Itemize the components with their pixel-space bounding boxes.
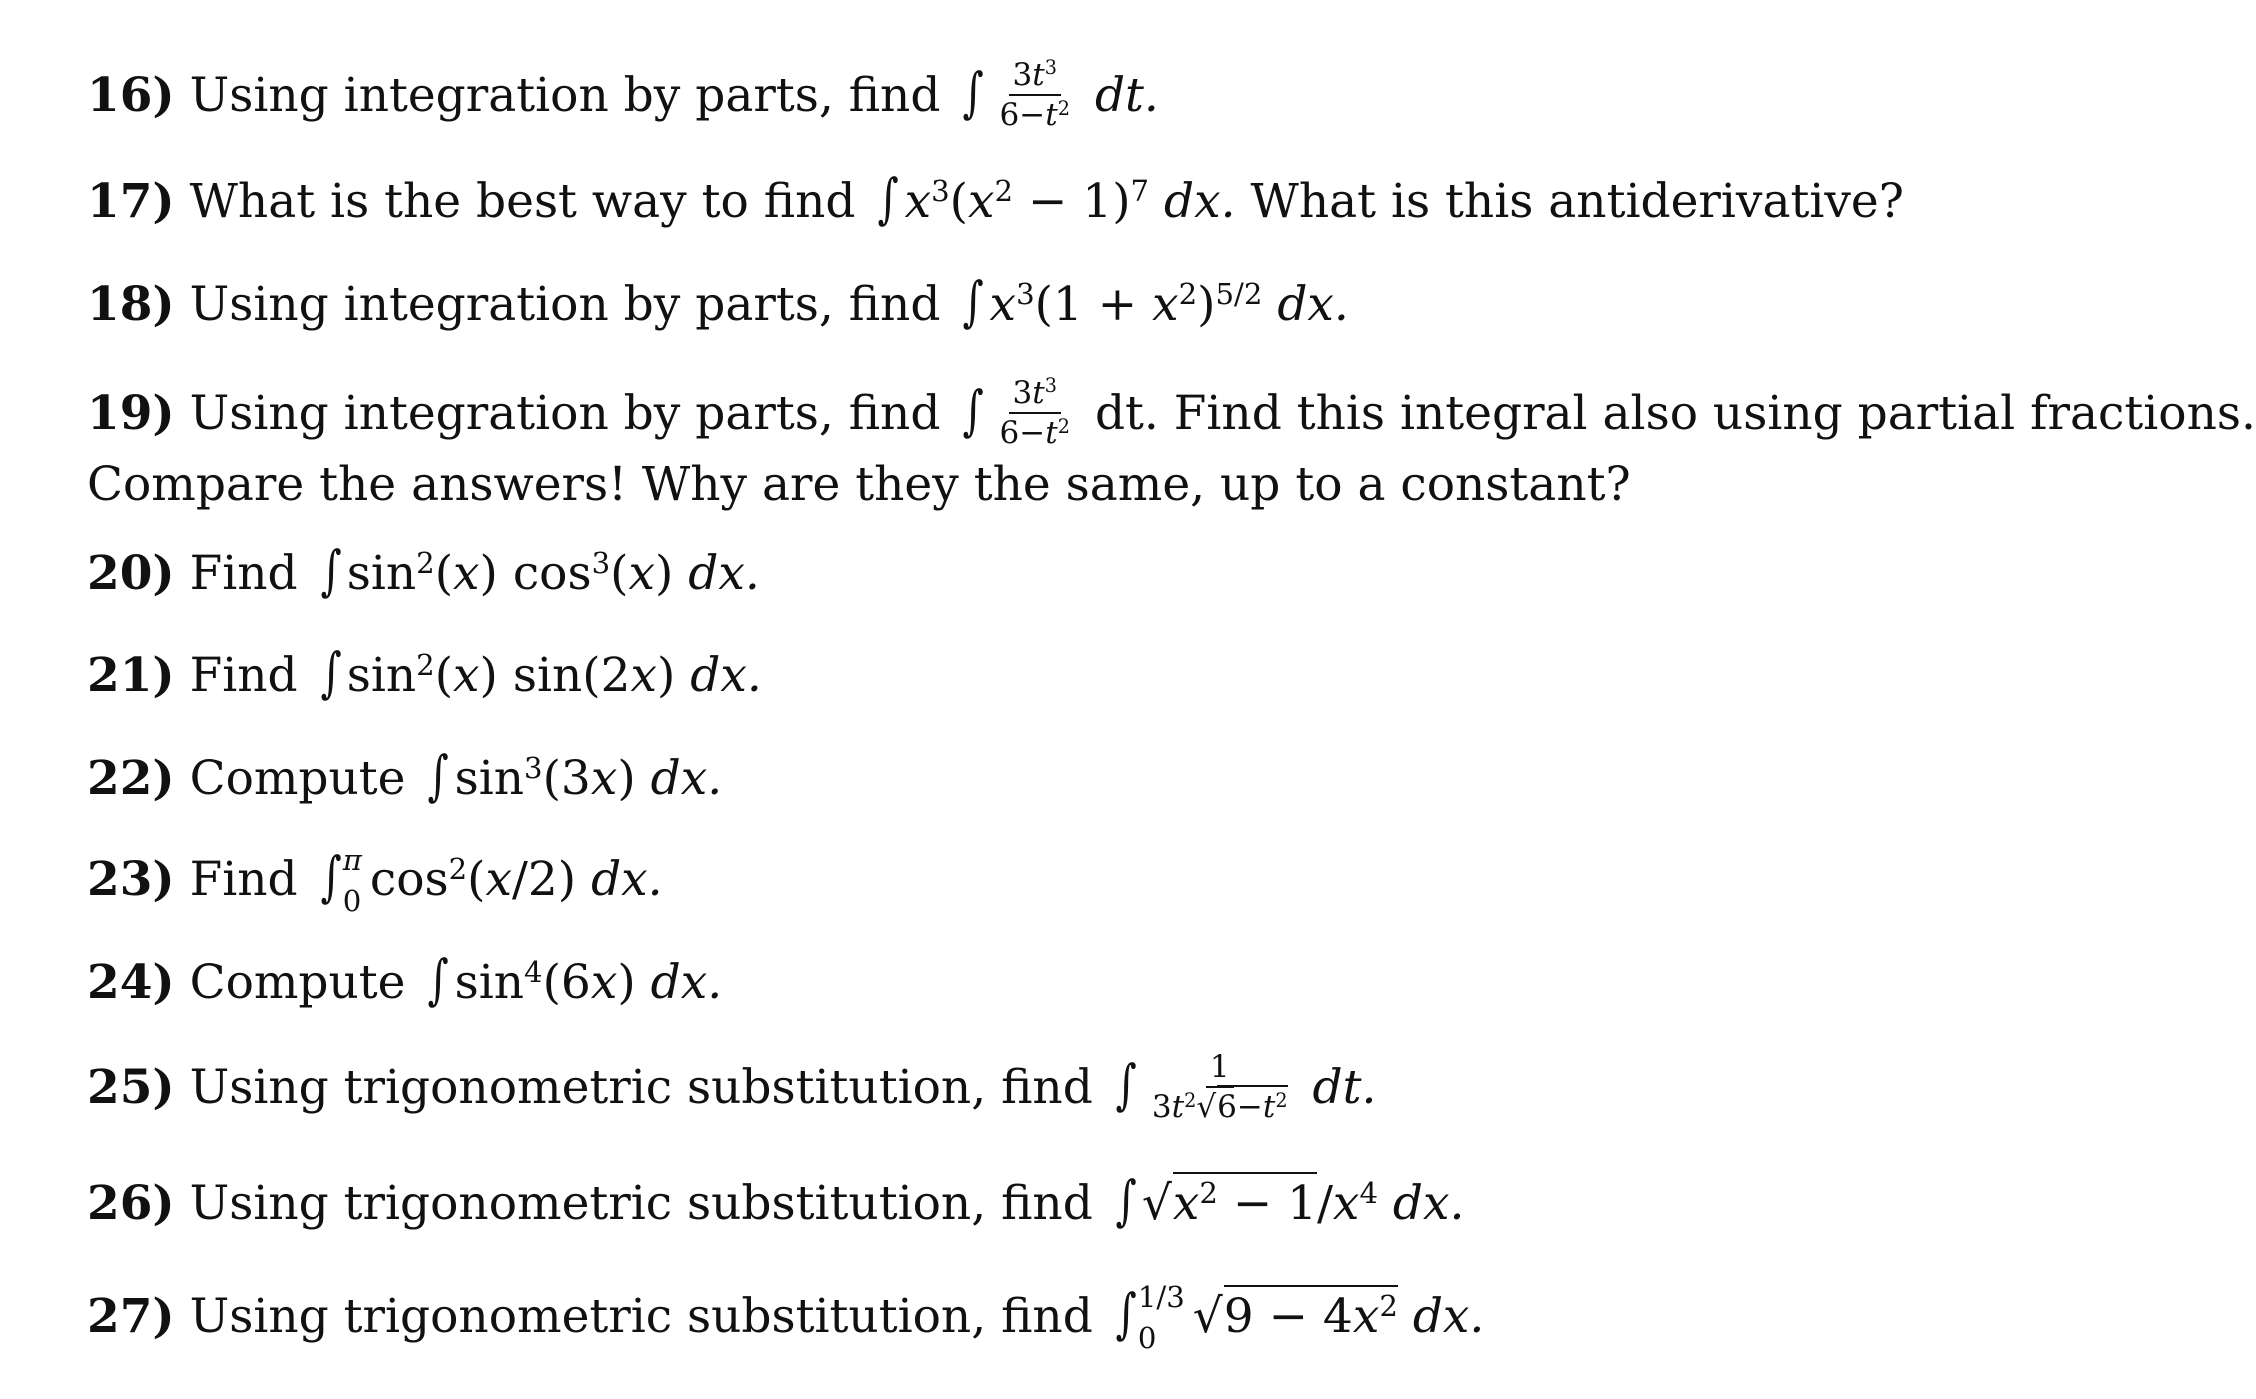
problem-22 xyxy=(87,745,2072,810)
problem-text: Using trigonometric substitution, find xyxy=(189,1176,1093,1231)
problem-27 xyxy=(87,1280,2072,1356)
problem-suffix: dt. xyxy=(1312,1060,1377,1116)
problem-21 xyxy=(87,642,2072,707)
problem-17 xyxy=(87,168,2072,233)
problem-24 xyxy=(87,949,2072,1014)
problem-suffix: dx. xyxy=(688,546,760,601)
problem-suffix: dx. xyxy=(690,648,762,703)
problem-text: Using trigonometric substitution, find xyxy=(189,1060,1093,1116)
problem-suffix: dx. xyxy=(650,955,723,1010)
problem-number: 17) xyxy=(87,174,175,229)
integral-expression: ∫ $\frac{3t^3}{6-t^2}$ xyxy=(962,56,1070,134)
problem-number: 25) xyxy=(87,1060,175,1116)
problem-text: Using integration by parts, find xyxy=(189,386,941,442)
integral-expression: ∫ $\sin^2(x)$ sin(2x) xyxy=(320,641,676,704)
problem-text: What is the best way to find xyxy=(189,174,856,229)
problem-26 xyxy=(87,1170,2072,1235)
problem-text: Find xyxy=(189,546,298,601)
integral-expression: ∫ 1/3 0 $√9 - 4x^2$ xyxy=(1115,1280,1398,1355)
problem-suffix: dx. xyxy=(1412,1289,1485,1344)
problem-suffix: dx. xyxy=(1392,1176,1465,1231)
problem-25 xyxy=(87,1049,2072,1128)
problem-number: 27) xyxy=(87,1289,175,1344)
problem-number: 20) xyxy=(87,546,175,601)
problem-number: 19) xyxy=(87,386,175,442)
problem-text: Compute xyxy=(189,955,406,1010)
problem-19 xyxy=(87,374,2256,516)
integral-expression: ∫ $x^3(1 + x^2)^{5/2}$ xyxy=(962,270,1263,333)
problem-number: 24) xyxy=(87,955,175,1010)
integral-expression: ∫ π 0 $\cos^2(x/2)$ xyxy=(320,843,577,918)
problem-16 xyxy=(87,56,2072,136)
integral-expression: ∫ $x^3(x^2 - 1)^7$ dx. xyxy=(877,167,1236,230)
problem-number: 22) xyxy=(87,751,175,806)
integral-expression: ∫ $\frac{3t^3}{6-t^2}$ xyxy=(962,374,1070,452)
problem-text: Find xyxy=(189,648,298,703)
problem-suffix: What is this antiderivative? xyxy=(1250,174,1904,229)
problem-number: 18) xyxy=(87,277,175,332)
integral-expression: ∫ $\sin^4(6x)$ xyxy=(427,948,636,1011)
integral-expression: ∫ $√x^2 - 1/x^4$ xyxy=(1115,1169,1378,1232)
integral-expression: ∫ $\frac{1}{3t^2√6-t^2}$ xyxy=(1115,1049,1288,1126)
integral-expression: ∫ $\sin^3(3x)$ xyxy=(427,744,636,807)
problem-text: Using integration by parts, find xyxy=(189,277,941,332)
problem-text: Find xyxy=(189,852,298,907)
problem-23 xyxy=(87,843,2072,919)
problem-number: 23) xyxy=(87,852,175,907)
problem-text: Using trigonometric substitution, find xyxy=(189,1289,1093,1344)
problem-suffix: dt. Find this integral also using partial fractions. xyxy=(1094,386,2256,442)
problem-suffix: dx. xyxy=(650,751,723,806)
integral-expression: ∫ $\sin^2(x)$ $\cos^3(x)$ xyxy=(320,539,674,602)
problem-text: Using integration by parts, find xyxy=(189,68,941,124)
problem-18 xyxy=(87,271,2072,336)
problem-text: Compute xyxy=(189,751,406,806)
problem-number: 16) xyxy=(87,68,175,124)
problem-number: 26) xyxy=(87,1176,175,1231)
problem-continuation: Compare the answers! Why are they the same, up to a constant? xyxy=(87,457,1631,513)
problem-suffix: dt. xyxy=(1094,68,1159,124)
problem-suffix: dx. xyxy=(1277,277,1349,332)
problem-suffix: dx. xyxy=(591,852,663,907)
problem-20 xyxy=(87,540,2072,605)
problem-number: 21) xyxy=(87,648,175,703)
